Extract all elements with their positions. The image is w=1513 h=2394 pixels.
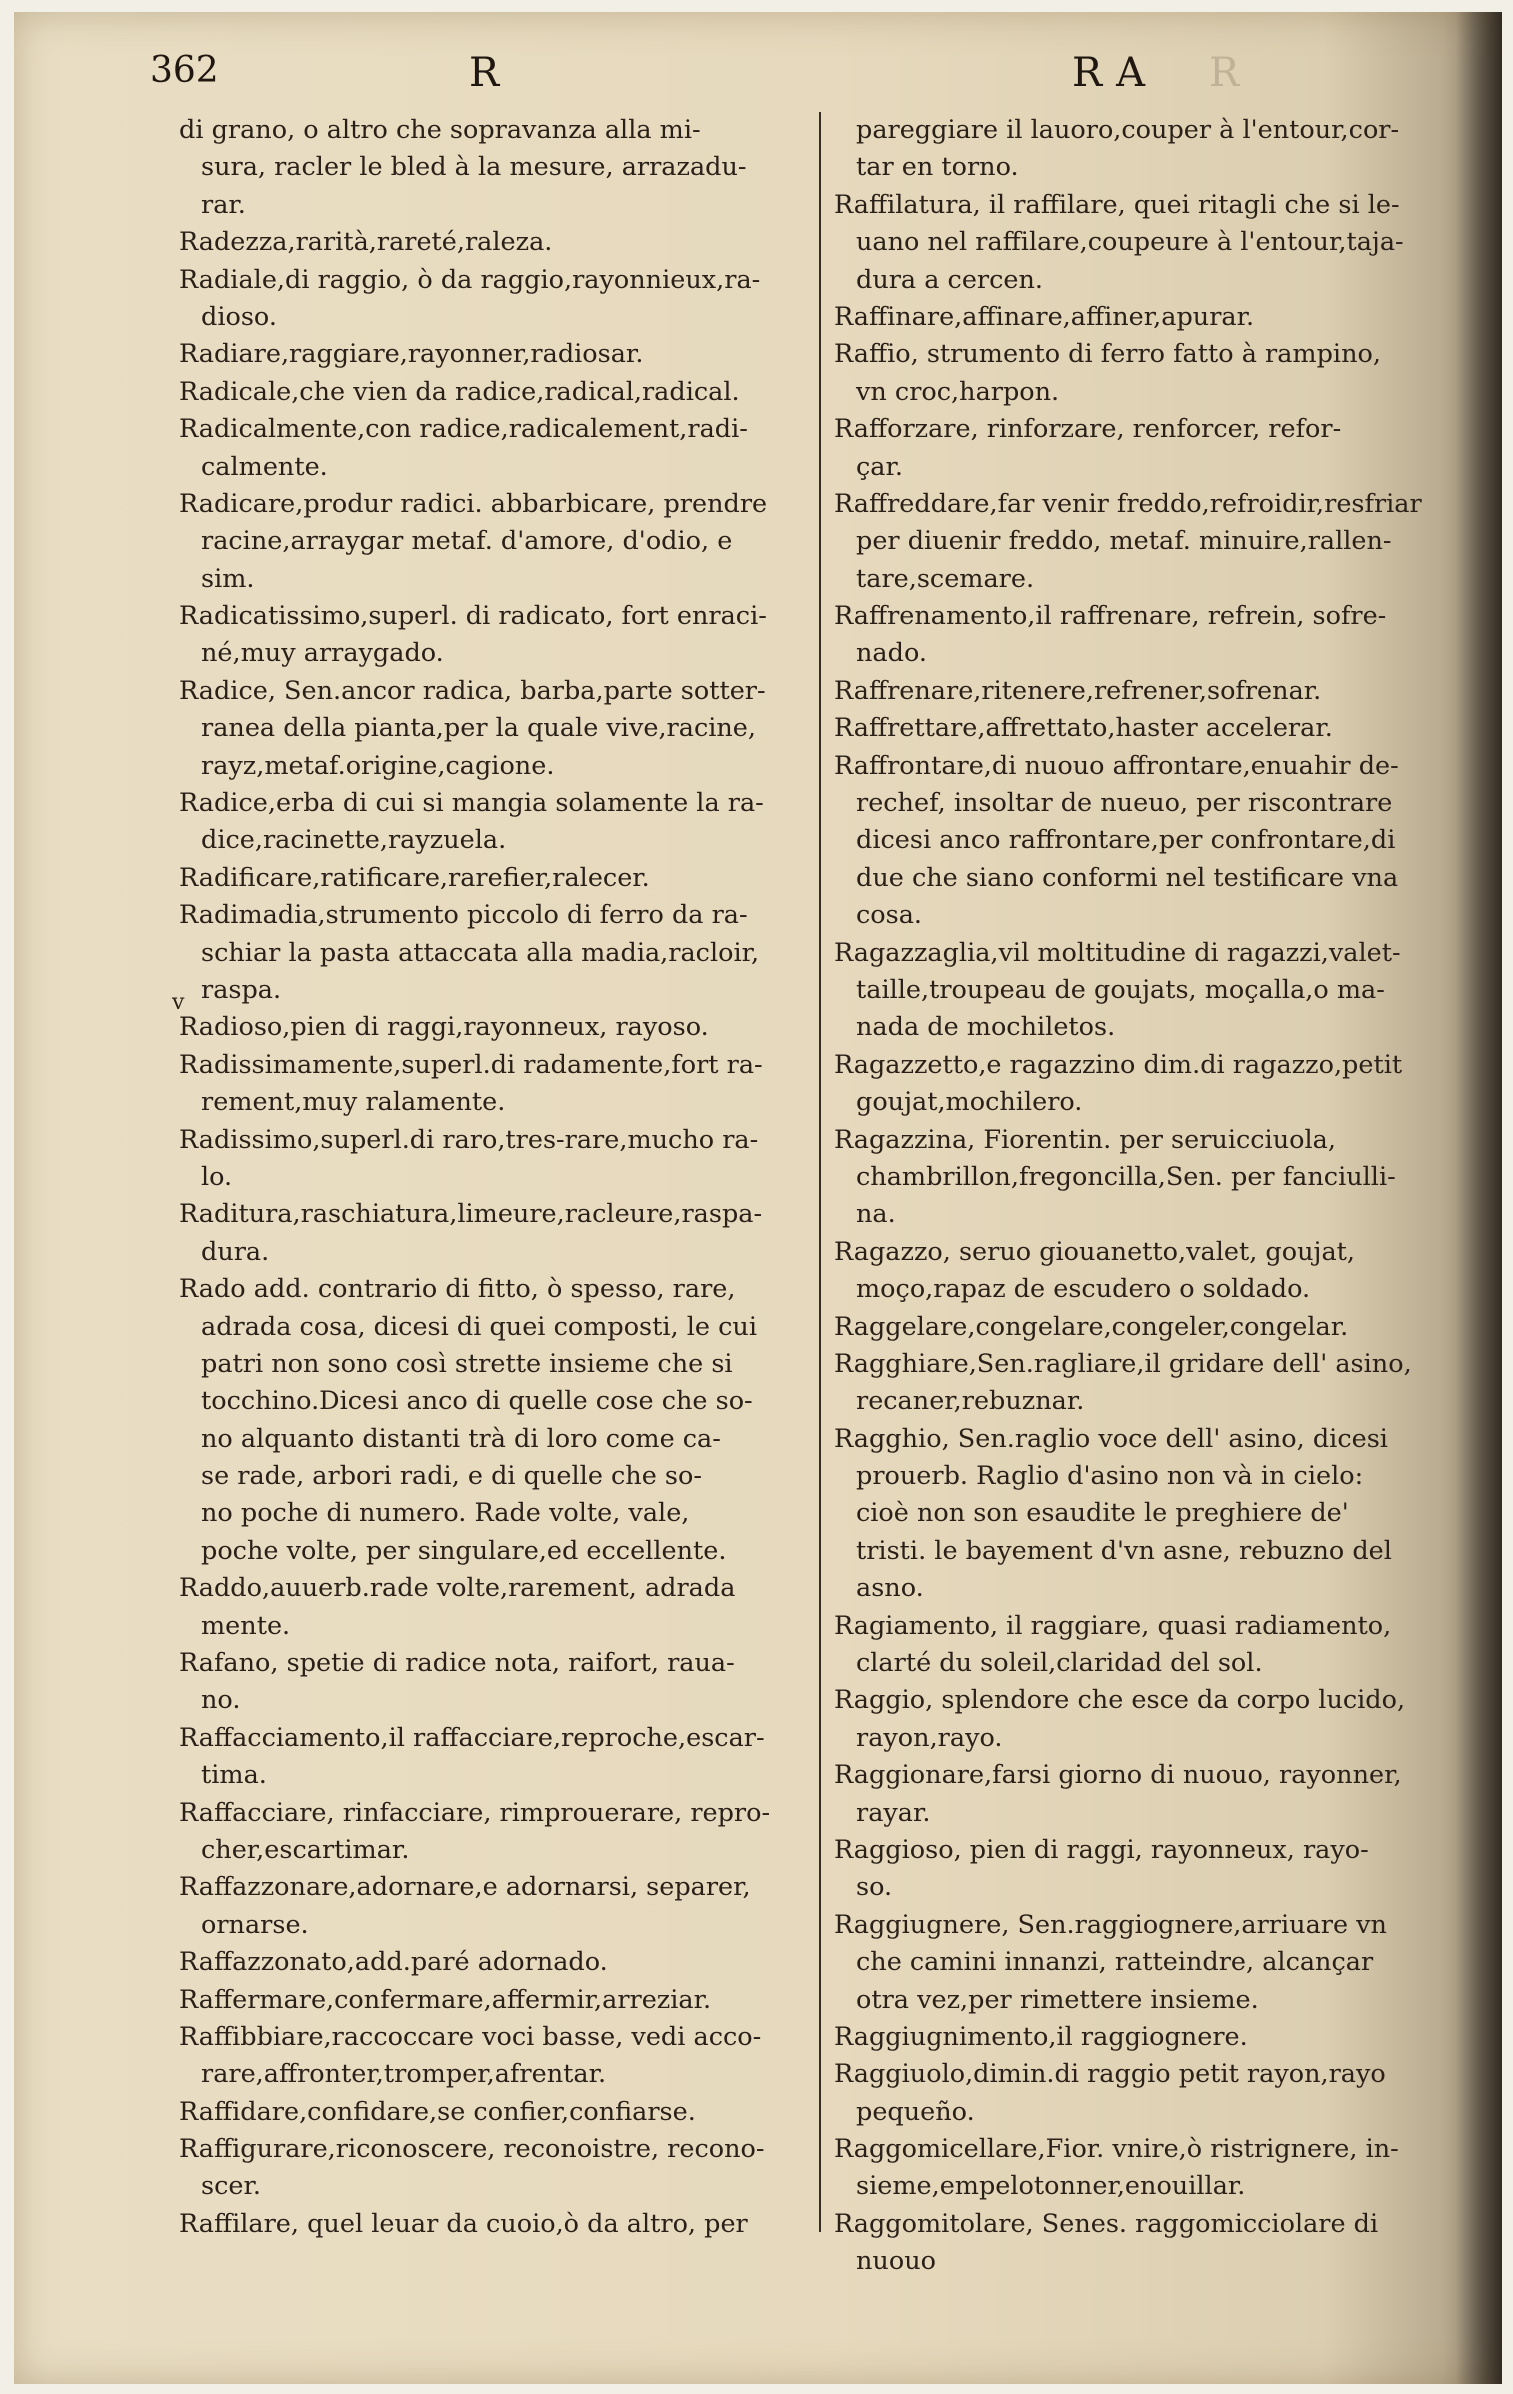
dictionary-line: Radezza,rarità,rareté,raleza. [179, 227, 553, 258]
dictionary-line: tristi. le bayement d'vn asne, rebuzno del [856, 1535, 1392, 1566]
dictionary-line: ranea della pianta,per la quale vive,racine, [201, 713, 756, 744]
left-column [179, 112, 829, 2243]
dictionary-line: Raffibbiare,raccoccare voci basse, vedi acco- [179, 2021, 762, 2052]
column-rule [819, 112, 821, 2232]
dictionary-line: Ragazzo, seruo giouanetto,valet, goujat, [834, 1236, 1355, 1267]
dictionary-line: Raffrenamento,il raffrenare, refrein, sofre- [834, 601, 1387, 632]
bleed-through-letter: R [1209, 50, 1240, 96]
dictionary-line: Radicale,che vien da radice,radical,radical. [179, 376, 740, 407]
dictionary-line: taille,troupeau de goujats, moçalla,o ma- [856, 974, 1385, 1005]
dictionary-line: Raffrenare,ritenere,refrener,sofrenar. [834, 675, 1322, 706]
dictionary-line: rare,affronter,tromper,afrentar. [201, 2059, 607, 2090]
dictionary-line: Radimadia,strumento piccolo di ferro da ra- [179, 900, 748, 931]
dictionary-line: cher,escartimar. [201, 1834, 410, 1865]
dictionary-line: na. [856, 1199, 896, 1230]
dictionary-line: Ragazzaglia,vil moltitudine di ragazzi,valet- [834, 937, 1401, 968]
dictionary-line: Radificare,ratificare,rarefier,ralecer. [179, 862, 650, 893]
dictionary-line: tar en torno. [856, 152, 1019, 183]
dictionary-line: dicesi anco raffrontare,per confrontare,di [856, 825, 1396, 856]
dictionary-line: Raggelare,congelare,congeler,congelar. [834, 1311, 1349, 1342]
right-column [834, 112, 1459, 2281]
dictionary-line: Raffreddare,far venir freddo,refroidir,resfriar [834, 488, 1422, 519]
dictionary-line: Raggiuolo,dimin.di raggio petit rayon,rayo [834, 2059, 1386, 2090]
dictionary-line: sura, racler le bled à la mesure, arrazadu- [201, 152, 747, 183]
margin-mark: v [172, 990, 185, 1015]
dictionary-line: no. [201, 1685, 241, 1716]
dictionary-line: rayz,metaf.origine,cagione. [201, 750, 555, 781]
dictionary-line: Raddo,auuerb.rade volte,rarement, adrada [179, 1573, 736, 1604]
dictionary-line: schiar la pasta attaccata alla madia,racloir, [201, 937, 760, 968]
dictionary-line: dioso. [201, 301, 277, 332]
dictionary-line: patri non sono così strette insieme che si [201, 1348, 733, 1379]
dictionary-line: rayon,rayo. [856, 1722, 1003, 1753]
dictionary-line: sieme,empelotonner,enouillar. [856, 2171, 1246, 2202]
dictionary-line: poche volte, per singulare,ed eccellente. [201, 1535, 727, 1566]
dictionary-line: Raffacciare, rinfacciare, rimprouerare, repro- [179, 1797, 771, 1828]
dictionary-line: Raffrettare,affrettato,haster accelerar. [834, 713, 1333, 744]
dictionary-line: ornarse. [201, 1909, 309, 1940]
dictionary-line: prouerb. Raglio d'asino non và in cielo: [856, 1461, 1364, 1492]
dictionary-line: Rafano, spetie di radice nota, raifort, raua- [179, 1648, 735, 1679]
dictionary-line: Radissimamente,superl.di radamente,fort ra- [179, 1049, 763, 1080]
dictionary-line: raspa. [201, 974, 282, 1005]
dictionary-line: rar. [201, 189, 246, 220]
dictionary-line: Raffazzonato,add.paré adornado. [179, 1947, 608, 1978]
dictionary-line: se rade, arbori radi, e di quelle che so- [201, 1461, 702, 1492]
dictionary-line: Ragghio, Sen.raglio voce dell' asino, dicesi [834, 1423, 1388, 1454]
dictionary-line: cioè non son esaudite le preghiere de' [856, 1498, 1349, 1529]
dictionary-line: dura a cercen. [856, 264, 1044, 295]
dictionary-line: tare,scemare. [856, 563, 1035, 594]
right-column-head: RA [1072, 50, 1160, 96]
dictionary-line: Raggiugnere, Sen.raggiognere,arriuare vn [834, 1909, 1387, 1940]
dictionary-line: otra vez,per rimettere insieme. [856, 1984, 1259, 2015]
dictionary-line: recaner,rebuznar. [856, 1386, 1085, 1417]
dictionary-line: moço,rapaz de escudero o soldado. [856, 1274, 1311, 1305]
dictionary-line: rayar. [856, 1797, 931, 1828]
dictionary-line: so. [856, 1872, 893, 1903]
dictionary-line: Raffrontare,di nuouo affrontare,enuahir de- [834, 750, 1399, 781]
dictionary-line: racine,arraygar metaf. d'amore, d'odio, e [201, 526, 733, 557]
dictionary-line: Radicatissimo,superl. di radicato, fort enraci- [179, 601, 767, 632]
dictionary-line: Radicare,produr radici. abbarbicare, prendre [179, 488, 768, 519]
dictionary-line: di grano, o altro che sopravanza alla mi- [179, 115, 701, 145]
dictionary-line: dice,racinette,rayzuela. [201, 825, 507, 856]
dictionary-line: nado. [856, 638, 927, 669]
dictionary-line: Ragazzina, Fiorentin. per seruicciuola, [834, 1124, 1336, 1155]
dictionary-line: nada de mochiletos. [856, 1012, 1116, 1043]
dictionary-line: scer. [201, 2171, 261, 2202]
dictionary-line: mente. [201, 1610, 291, 1641]
dictionary-line: Raffio, strumento di ferro fatto à rampino, [834, 339, 1381, 370]
dictionary-line: Raffermare,confermare,affermir,arreziar. [179, 1984, 712, 2015]
dictionary-line: Radice,erba di cui si mangia solamente la ra- [179, 788, 764, 819]
dictionary-line: due che siano conformi nel testificare vna [856, 862, 1399, 893]
dictionary-line: dura. [201, 1236, 270, 1267]
dictionary-line: Radissimo,superl.di raro,tres-rare,mucho ra- [179, 1124, 759, 1155]
running-header [14, 50, 1502, 106]
dictionary-line: Raggio, splendore che esce da corpo lucido, [834, 1685, 1406, 1716]
dictionary-line: Radicalmente,con radice,radicalement,radi- [179, 414, 748, 445]
dictionary-line: Raffazzonare,adornare,e adornarsi, separer, [179, 1872, 751, 1903]
dictionary-line: Raffigurare,riconoscere, reconoistre, recono- [179, 2134, 765, 2165]
dictionary-line: Raffidare,confidare,se confier,confiarse. [179, 2096, 696, 2127]
dictionary-line: cosa. [856, 900, 923, 931]
dictionary-line: rechef, insoltar de nueuo, per riscontrare [856, 788, 1393, 819]
dictionary-line: Radioso,pien di raggi,rayonneux, rayoso. [179, 1012, 709, 1043]
left-column-head: R [469, 50, 500, 96]
dictionary-line: tocchino.Dicesi anco di quelle cose che so- [201, 1386, 753, 1417]
dictionary-line: Ragazzetto,e ragazzino dim.di ragazzo,petit [834, 1049, 1403, 1080]
dictionary-line: vn croc,harpon. [856, 376, 1060, 407]
dictionary-line: Rado add. contrario di fitto, ò spesso, rare, [179, 1274, 736, 1305]
dictionary-line: sim. [201, 563, 255, 594]
dictionary-line: Raffacciamento,il raffacciare,reproche,escar- [179, 1722, 765, 1753]
dictionary-line: goujat,mochilero. [856, 1087, 1083, 1118]
dictionary-line: çar. [856, 451, 903, 482]
dictionary-line: adrada cosa, dicesi di quei composti, le cui [201, 1311, 757, 1342]
dictionary-line: nuouo [856, 2246, 936, 2277]
dictionary-line: Raggioso, pien di raggi, rayonneux, rayo- [834, 1834, 1369, 1865]
dictionary-line: chambrillon,fregoncilla,Sen. per fanciulli- [856, 1161, 1396, 1192]
dictionary-line: Ragiamento, il raggiare, quasi radiamento, [834, 1610, 1392, 1641]
dictionary-line: clarté du soleil,claridad del sol. [856, 1648, 1263, 1679]
dictionary-line: rement,muy ralamente. [201, 1087, 506, 1118]
dictionary-line: Raggionare,farsi giorno di nuouo, rayonner, [834, 1760, 1402, 1791]
dictionary-line: no alquanto distanti trà di loro come ca- [201, 1423, 721, 1454]
dictionary-line: Radiale,di raggio, ò da raggio,rayonnieux,ra- [179, 264, 761, 295]
dictionary-line: per diuenir freddo, metaf. minuire,rallen- [856, 526, 1392, 557]
dictionary-line: Raggiugnimento,il raggiognere. [834, 2021, 1248, 2052]
book-gutter-shadow [1456, 12, 1502, 2384]
dictionary-line: calmente. [201, 451, 328, 482]
dictionary-line: no poche di numero. Rade volte, vale, [201, 1498, 690, 1529]
book-page [14, 12, 1502, 2384]
dictionary-line: Raggomicellare,Fior. vnire,ò ristrignere, in- [834, 2134, 1399, 2165]
dictionary-line: tima. [201, 1760, 267, 1791]
dictionary-line: Radice, Sen.ancor radica, barba,parte sotter- [179, 675, 766, 706]
dictionary-line: pequeño. [856, 2096, 975, 2127]
dictionary-line: asno. [856, 1573, 924, 1604]
dictionary-line: Rafforzare, rinforzare, renforcer, refor- [834, 414, 1342, 445]
dictionary-line: lo. [201, 1161, 233, 1192]
dictionary-line: Raffilatura, il raffilare, quei ritagli che si le- [834, 189, 1400, 220]
page-number: 362 [150, 50, 219, 91]
dictionary-line: Raditura,raschiatura,limeure,racleure,raspa- [179, 1199, 763, 1230]
dictionary-line: Ragghiare,Sen.ragliare,il gridare dell' asino, [834, 1348, 1412, 1379]
dictionary-line: uano nel raffilare,coupeure à l'entour,taja- [856, 227, 1404, 258]
dictionary-line: pareggiare il lauoro,couper à l'entour,cor- [856, 115, 1400, 145]
dictionary-line: Raffinare,affinare,affiner,apurar. [834, 301, 1255, 332]
dictionary-line: né,muy arraygado. [201, 638, 444, 669]
dictionary-line: Radiare,raggiare,rayonner,radiosar. [179, 339, 644, 370]
dictionary-line: Raggomitolare, Senes. raggomicciolare di [834, 2208, 1379, 2239]
dictionary-line: Raffilare, quel leuar da cuoio,ò da altro, per [179, 2208, 748, 2239]
dictionary-line: che camini innanzi, ratteindre, alcançar [856, 1947, 1374, 1978]
